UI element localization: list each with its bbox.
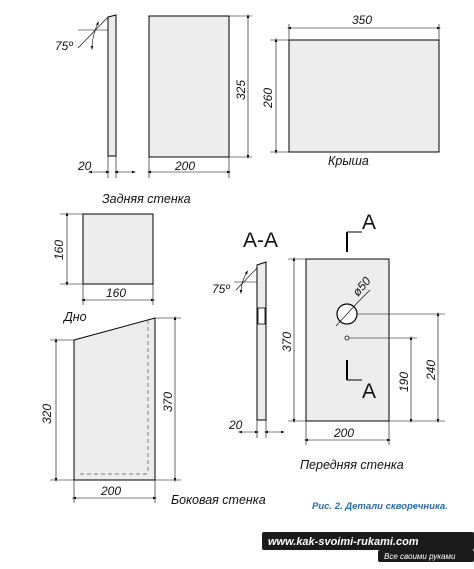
section-aa-profile — [257, 262, 266, 420]
hole-diameter-dim: ø50 — [349, 274, 374, 299]
side-wall-width-dim: 200 — [101, 484, 122, 498]
back-wall-profile — [108, 15, 116, 156]
section-aa-thickness-dim: 20 — [229, 418, 243, 432]
perch-height-dim: 190 — [397, 371, 411, 392]
side-wall-front-height-dim: 320 — [40, 403, 54, 424]
front-wall-height-dim: 370 — [280, 331, 294, 352]
side-wall-group — [40, 318, 266, 507]
cut-label-top: А — [362, 211, 377, 234]
bottom-label: Дно — [64, 310, 87, 324]
section-aa-group — [212, 229, 283, 438]
section-aa-angle-dim: 75º — [212, 282, 230, 296]
cut-label-bottom: А — [362, 380, 377, 403]
bottom-width-dim: 160 — [106, 286, 127, 300]
roof-group — [261, 13, 439, 168]
front-wall-label: Передняя стенка — [300, 458, 404, 472]
front-wall-width-dim: 200 — [334, 426, 355, 440]
back-wall-angle-dim: 75º — [55, 39, 73, 53]
back-wall-height-dim: 325 — [234, 79, 248, 100]
back-wall-label: Задняя стенка — [102, 192, 191, 206]
back-wall-thickness-dim: 20 — [78, 159, 92, 173]
back-wall-width-dim: 200 — [175, 159, 196, 173]
side-wall-back-height-dim: 370 — [161, 391, 175, 412]
figure-caption: Рис. 2. Детали скворечника. — [312, 501, 448, 512]
bottom-panel — [83, 214, 153, 284]
perch-hole — [345, 336, 349, 340]
watermark — [262, 532, 474, 562]
side-wall-panel — [74, 318, 155, 480]
watermark-url: www.kak-svoimi-rukami.com — [268, 536, 419, 548]
section-aa-hole-cut — [258, 308, 265, 324]
roof-height-dim: 260 — [261, 87, 275, 108]
bottom-group — [52, 214, 153, 324]
section-aa-title: А-А — [243, 229, 279, 252]
back-wall-panel — [149, 16, 229, 157]
side-wall-label: Боковая стенка — [171, 493, 266, 507]
hole-center-height-dim: 240 — [424, 359, 438, 380]
back-wall-group — [55, 15, 252, 206]
watermark-tagline: Все своими руками — [384, 552, 456, 561]
roof-panel — [289, 40, 439, 152]
roof-width-dim: 350 — [352, 13, 373, 27]
bottom-height-dim: 160 — [52, 239, 66, 260]
front-wall-group — [280, 211, 445, 472]
roof-label: Крыша — [328, 154, 369, 168]
